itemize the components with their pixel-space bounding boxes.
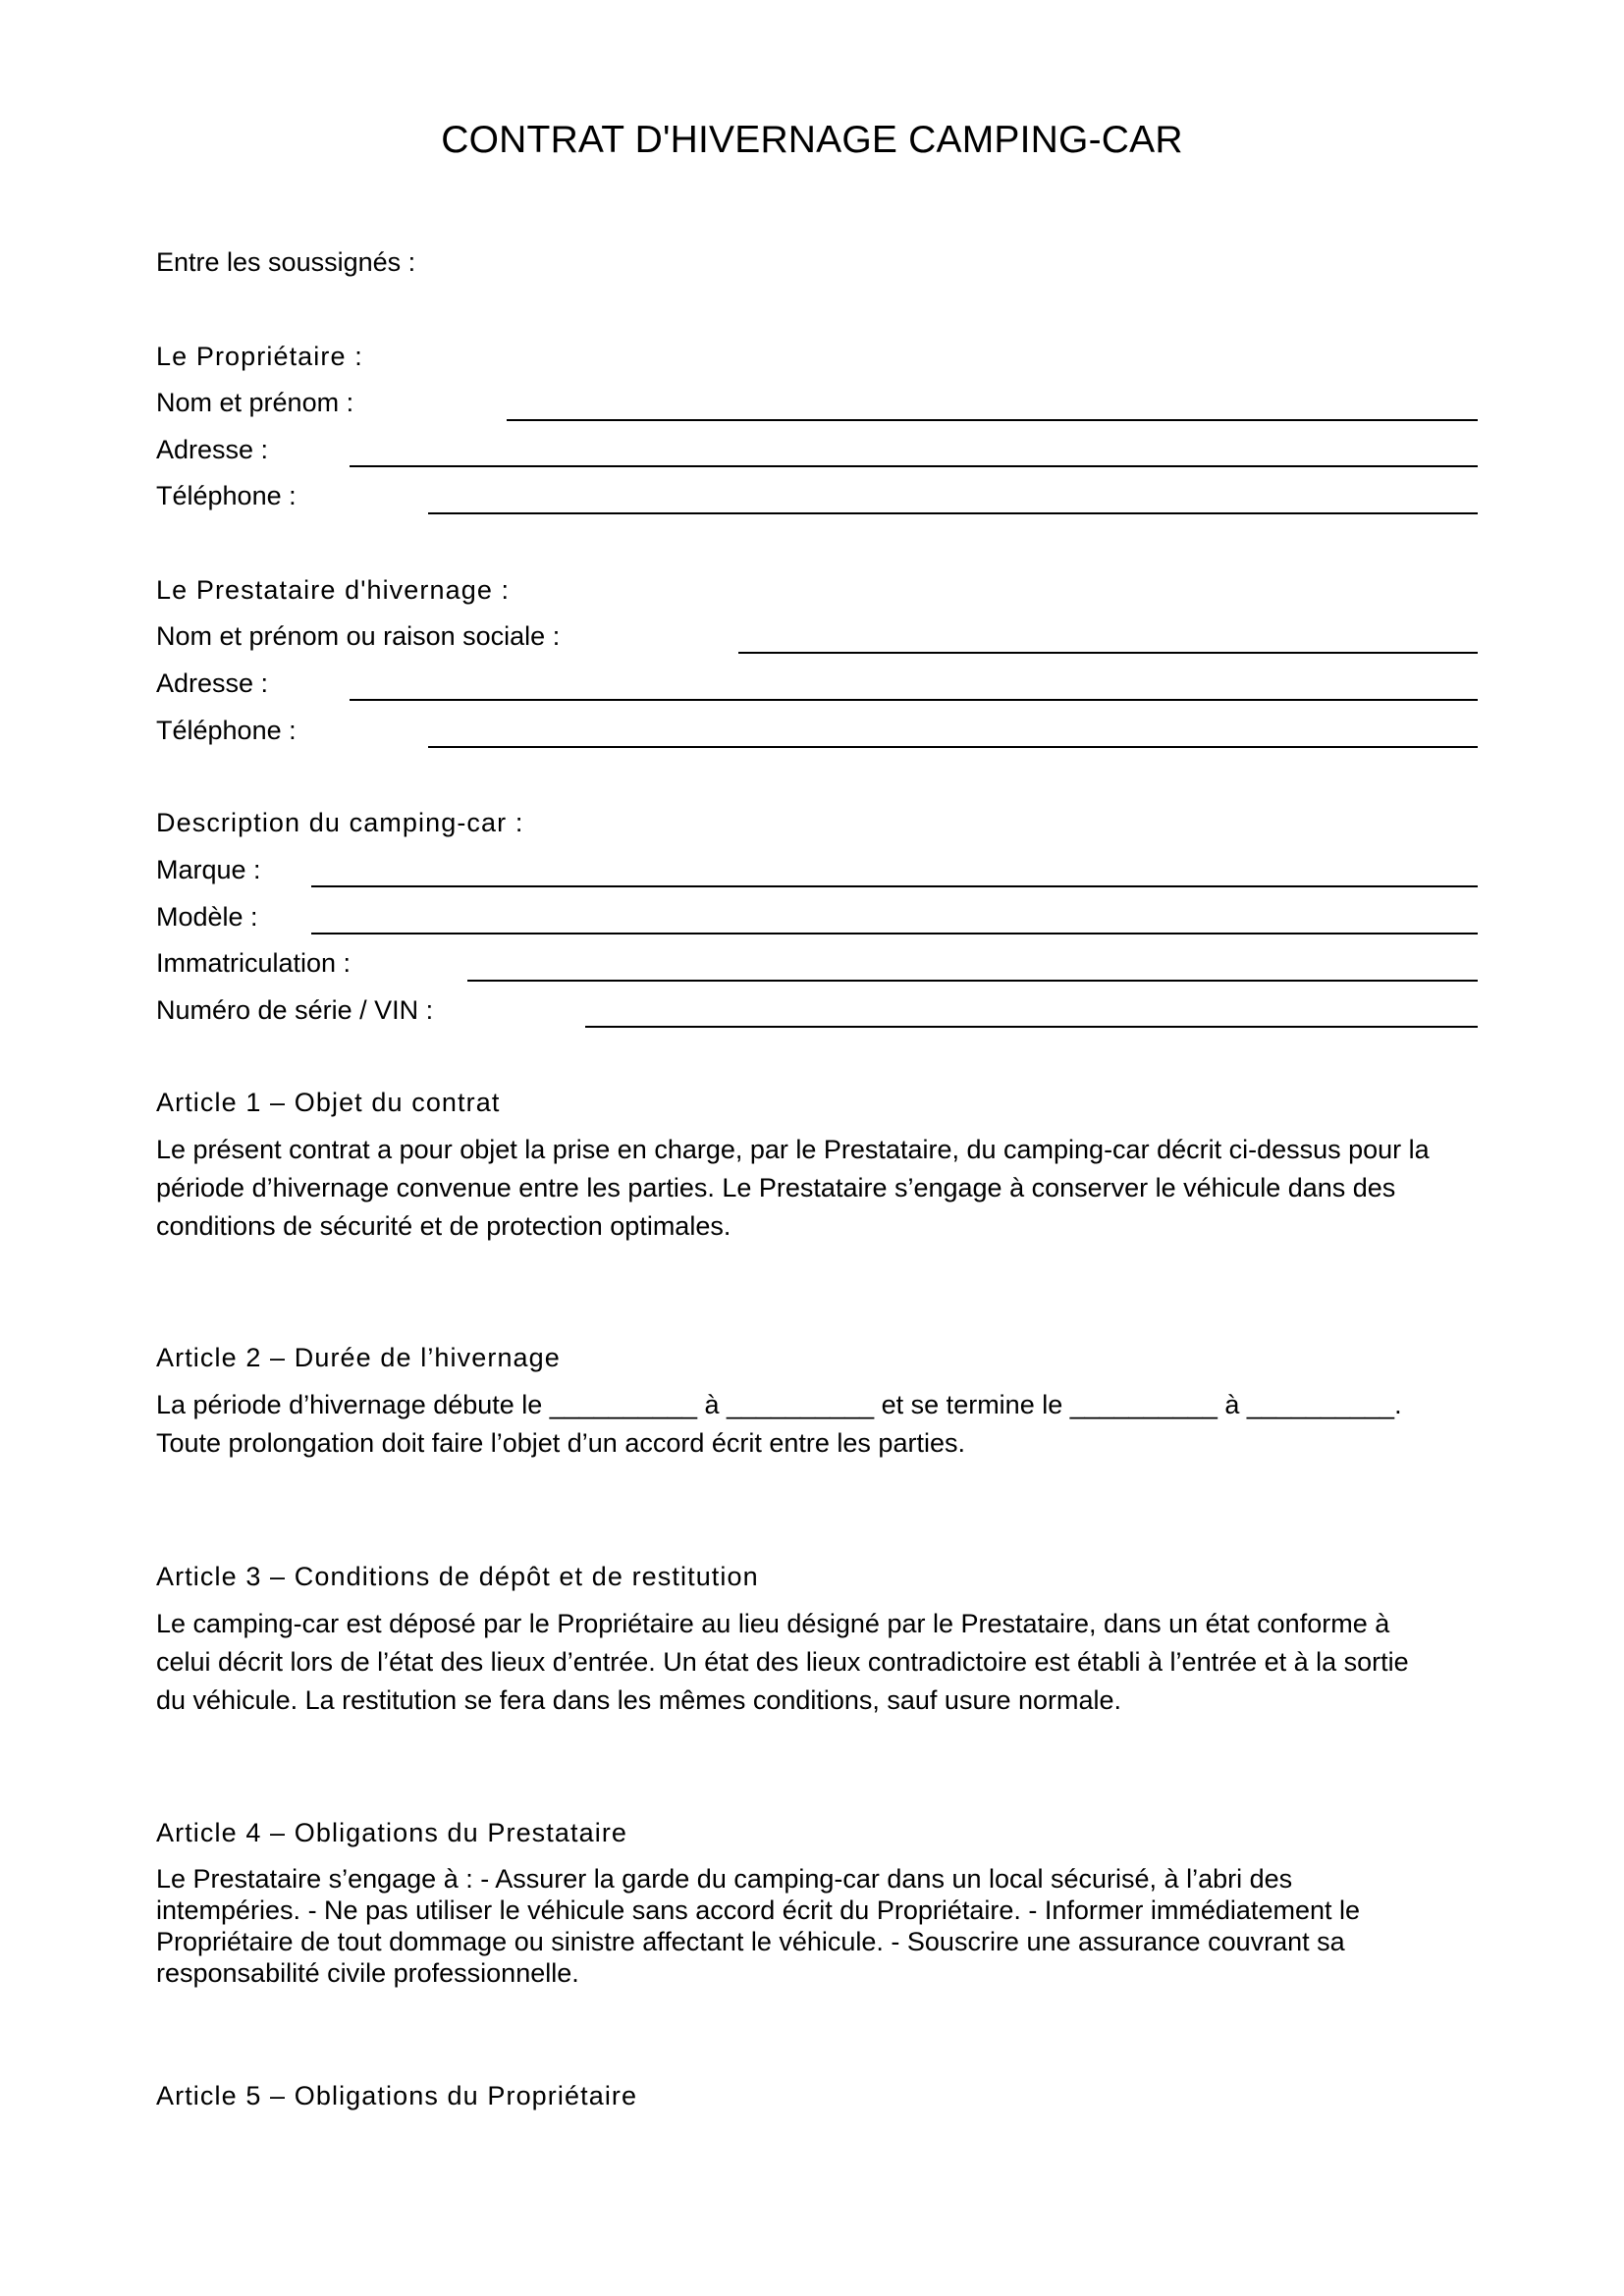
article-2-line: La période d’hivernage débute le __________ à __________ et se termine le __________ à __________. — [156, 1390, 1402, 1419]
owner-name-label: Nom et prénom : — [156, 388, 354, 417]
article-2-body — [156, 1386, 1482, 1463]
article-1-line: Le présent contrat a pour objet la prise en charge, par le Prestataire, du camping-car décrit ci-dessus pour la — [156, 1135, 1430, 1164]
vehicle-plate-label: Immatriculation : — [156, 948, 352, 978]
article-5-heading: Article 5 – Obligations du Propriétaire — [156, 2081, 638, 2110]
article-1-line: période d’hivernage convenue entre les parties. Le Prestataire s’engage à conserver le véhicule dans des — [156, 1173, 1396, 1202]
vehicle-brand-label: Marque : — [156, 855, 261, 884]
owner-address-field[interactable] — [350, 465, 1478, 467]
provider-name-field[interactable] — [738, 652, 1478, 654]
provider-name-label: Nom et prénom ou raison sociale : — [156, 621, 561, 651]
article-3-line: celui décrit lors de l’état des lieux d’entrée. Un état des lieux contradictoire est établi à l’entrée et à la sortie — [156, 1647, 1409, 1677]
owner-address-label: Adresse : — [156, 435, 269, 464]
intro-text: Entre les soussignés : — [156, 247, 416, 277]
vehicle-model-label: Modèle : — [156, 902, 258, 932]
article-3-line: Le camping-car est déposé par le Propriétaire au lieu désigné par le Prestataire, dans un état conforme à — [156, 1609, 1390, 1638]
article-1-line: conditions de sécurité et de protection optimales. — [156, 1211, 731, 1241]
provider-phone-field[interactable] — [428, 746, 1478, 748]
provider-address-label: Adresse : — [156, 668, 269, 698]
document-title: CONTRAT D'HIVERNAGE CAMPING-CAR — [441, 119, 1183, 161]
article-3-heading: Article 3 – Conditions de dépôt et de restitution — [156, 1562, 759, 1591]
vehicle-vin-label: Numéro de série / VIN : — [156, 995, 434, 1025]
provider-phone-label: Téléphone : — [156, 716, 297, 745]
article-4-heading: Article 4 – Obligations du Prestataire — [156, 1818, 628, 1847]
vehicle-model-field[interactable] — [311, 933, 1478, 934]
owner-phone-label: Téléphone : — [156, 481, 297, 510]
vehicle-heading: Description du camping-car : — [156, 808, 524, 837]
article-1-body — [156, 1131, 1482, 1246]
article-2-heading: Article 2 – Durée de l’hivernage — [156, 1343, 561, 1372]
owner-name-field[interactable] — [507, 419, 1478, 421]
article-4-line: Propriétaire de tout dommage ou sinistre affectant le véhicule. - Souscrire une assurance couvrant sa — [156, 1927, 1345, 1956]
vehicle-vin-field[interactable] — [585, 1026, 1478, 1028]
provider-address-field[interactable] — [350, 699, 1478, 701]
article-3-body — [156, 1605, 1482, 1720]
vehicle-brand-field[interactable] — [311, 885, 1478, 887]
owner-heading: Le Propriétaire : — [156, 342, 363, 371]
article-4-line: Le Prestataire s’engage à : - Assurer la garde du camping-car dans un local sécurisé, à l’abri des — [156, 1864, 1293, 1894]
owner-phone-field[interactable] — [428, 512, 1478, 514]
article-3-line: du véhicule. La restitution se fera dans les mêmes conditions, sauf usure normale. — [156, 1685, 1122, 1715]
vehicle-plate-field[interactable] — [467, 980, 1478, 982]
article-4-line: responsabilité civile professionnelle. — [156, 1958, 579, 1988]
article-1-heading: Article 1 – Objet du contrat — [156, 1088, 501, 1117]
provider-heading: Le Prestataire d'hivernage : — [156, 575, 511, 605]
article-2-line: Toute prolongation doit faire l’objet d’un accord écrit entre les parties. — [156, 1428, 965, 1458]
article-4-body — [156, 1863, 1482, 1989]
article-4-line: intempéries. - Ne pas utiliser le véhicule sans accord écrit du Propriétaire. - Informer immédiatement le — [156, 1896, 1360, 1925]
